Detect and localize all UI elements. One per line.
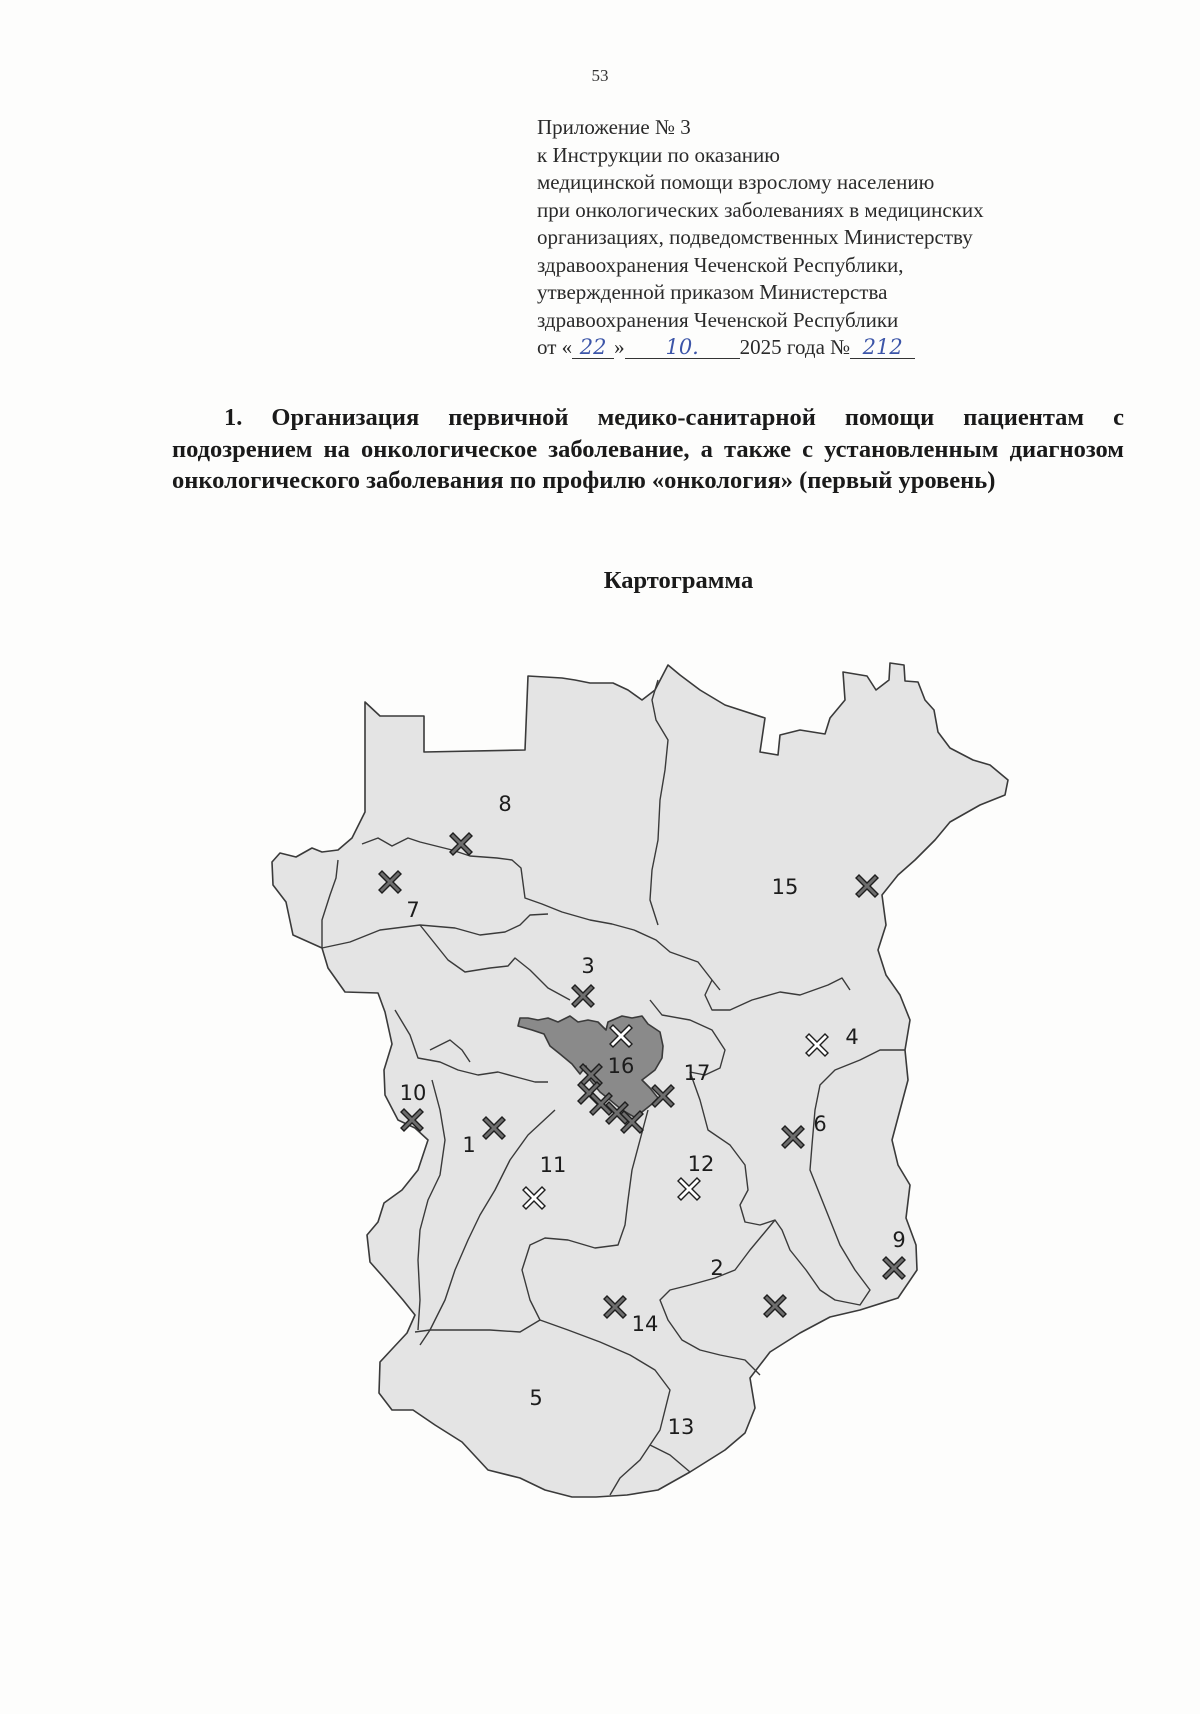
region-label-6: 6 — [813, 1112, 827, 1136]
region-label-8: 8 — [498, 792, 512, 816]
region-label-15: 15 — [771, 875, 799, 899]
date-prefix: от « — [537, 335, 573, 359]
handwritten-month: 10. — [625, 336, 740, 359]
region-label-12: 12 — [687, 1152, 715, 1176]
appendix-line: здравоохранения Чеченской Республики, — [537, 252, 904, 277]
region-label-5: 5 — [529, 1386, 543, 1410]
region-label-13: 13 — [667, 1415, 695, 1439]
appendix-line: медицинской помощи взрослому населению — [537, 170, 935, 194]
appendix-line: при онкологических заболеваниях в медицинских — [537, 197, 984, 222]
region-label-11: 11 — [539, 1153, 567, 1177]
region-label-3: 3 — [581, 954, 595, 978]
region-label-14: 14 — [631, 1312, 659, 1336]
section-heading-text: 1. Организация первичной медико-санитарной помощи пациентам с подозрением на онкологическое заболевание, а также с установленным диагнозом онкологического заболевания по профилю «онкология» (первый уровень) — [172, 404, 1124, 494]
region-label-7: 7 — [406, 898, 420, 922]
map-title: Картограмма — [603, 567, 754, 594]
region-label-10: 10 — [399, 1081, 427, 1105]
appendix-line: утвержденной приказом Министерства — [537, 280, 888, 304]
appendix-line: Приложение № 3 — [537, 115, 691, 139]
page-number: 53 — [591, 66, 609, 85]
appendix-line: организациях, подведомственных Министерству — [537, 225, 973, 249]
date-mid: » — [614, 335, 625, 359]
handwritten-order-number: 212 — [850, 336, 915, 359]
region-label-9: 9 — [892, 1228, 906, 1252]
region-label-16: 16 — [607, 1054, 635, 1078]
region-label-17: 17 — [683, 1061, 711, 1085]
region-label-1: 1 — [462, 1133, 476, 1157]
date-year-text: 2025 года № — [739, 335, 851, 359]
appendix-line: здравоохранения Чеченской Республики — [537, 307, 899, 332]
appendix-line: к Инструкции по оказанию — [537, 142, 780, 167]
region-label-4: 4 — [845, 1025, 859, 1049]
region-label-2: 2 — [710, 1256, 724, 1280]
handwritten-day: 22 — [572, 336, 614, 359]
